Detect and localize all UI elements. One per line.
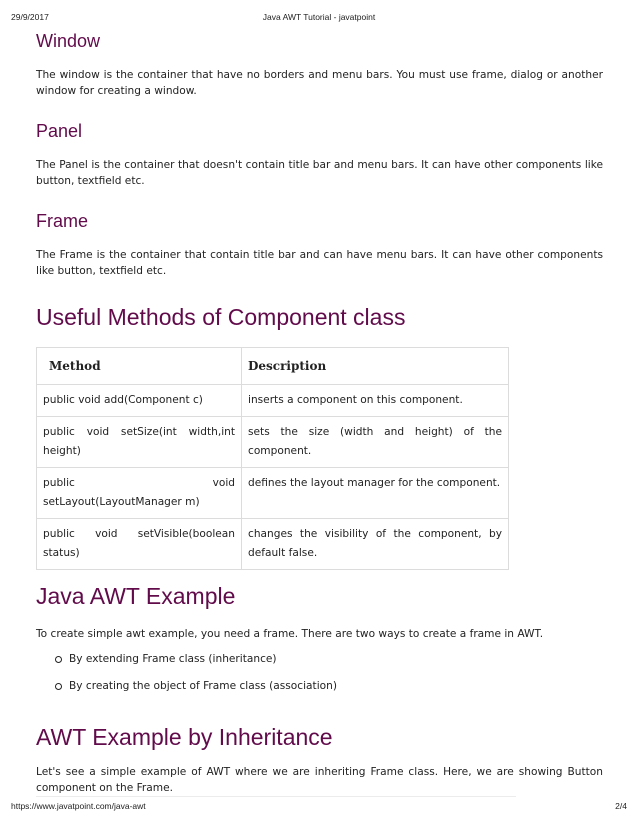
table-row [37, 385, 509, 417]
description-cell: defines the layout manager for the component. [242, 468, 509, 519]
frame-heading: Frame [36, 211, 89, 231]
footer-divider [36, 796, 516, 797]
print-date: 29/9/2017 [11, 12, 49, 22]
window-heading: Window [36, 31, 101, 51]
methods-table [36, 347, 509, 570]
page-number: 2/4 [615, 801, 627, 811]
table-row [37, 519, 509, 570]
circle-bullet-icon [55, 683, 62, 690]
window-text: The window is the container that have no borders and menu bars. You must use frame, dialog or another window for creating a window. [36, 69, 603, 97]
description-cell: changes the visibility of the component, by default false. [242, 519, 509, 570]
description-cell: inserts a component on this component. [242, 385, 509, 417]
table-row [37, 468, 509, 519]
panel-heading: Panel [36, 121, 83, 141]
list-item-text: By extending Frame class (inheritance) [69, 653, 277, 665]
table-row [37, 417, 509, 468]
method-cell: public void add(Component c) [37, 385, 242, 417]
print-url[interactable]: https://www.javatpoint.com/java-awt [11, 801, 146, 811]
column-header-method: Method [37, 348, 242, 385]
print-header [11, 12, 627, 24]
list-item [36, 649, 337, 676]
description-cell: sets the size (width and height) of the component. [242, 417, 509, 468]
circle-bullet-icon [55, 656, 62, 663]
example-intro: To create simple awt example, you need a frame. There are two ways to create a frame in AWT. [36, 628, 544, 640]
frame-text: The Frame is the container that contain title bar and can have menu bars. It can have other components like button, textfield etc. [36, 249, 603, 277]
frame-creation-list [36, 649, 337, 703]
methods-heading: Useful Methods of Component class [36, 304, 406, 330]
example-heading: Java AWT Example [36, 583, 236, 609]
method-cell: public void setSize(int width,int height) [37, 417, 242, 468]
inheritance-heading: AWT Example by Inheritance [36, 724, 333, 750]
panel-text: The Panel is the container that doesn't contain title bar and menu bars. It can have other components like button, textfield etc. [36, 159, 603, 187]
list-item-text: By creating the object of Frame class (association) [69, 680, 337, 692]
method-cell: public void setVisible(boolean status) [37, 519, 242, 570]
print-page-title: Java AWT Tutorial - javatpoint [262, 12, 376, 22]
print-footer [11, 801, 627, 813]
method-cell: public void setLayout(LayoutManager m) [37, 468, 242, 519]
column-header-description: Description [242, 348, 509, 385]
inheritance-text: Let's see a simple example of AWT where we are inheriting Frame class. Here, we are showing Button component on the Frame. [36, 766, 603, 794]
list-item [36, 676, 337, 703]
table-header-row [37, 348, 509, 385]
